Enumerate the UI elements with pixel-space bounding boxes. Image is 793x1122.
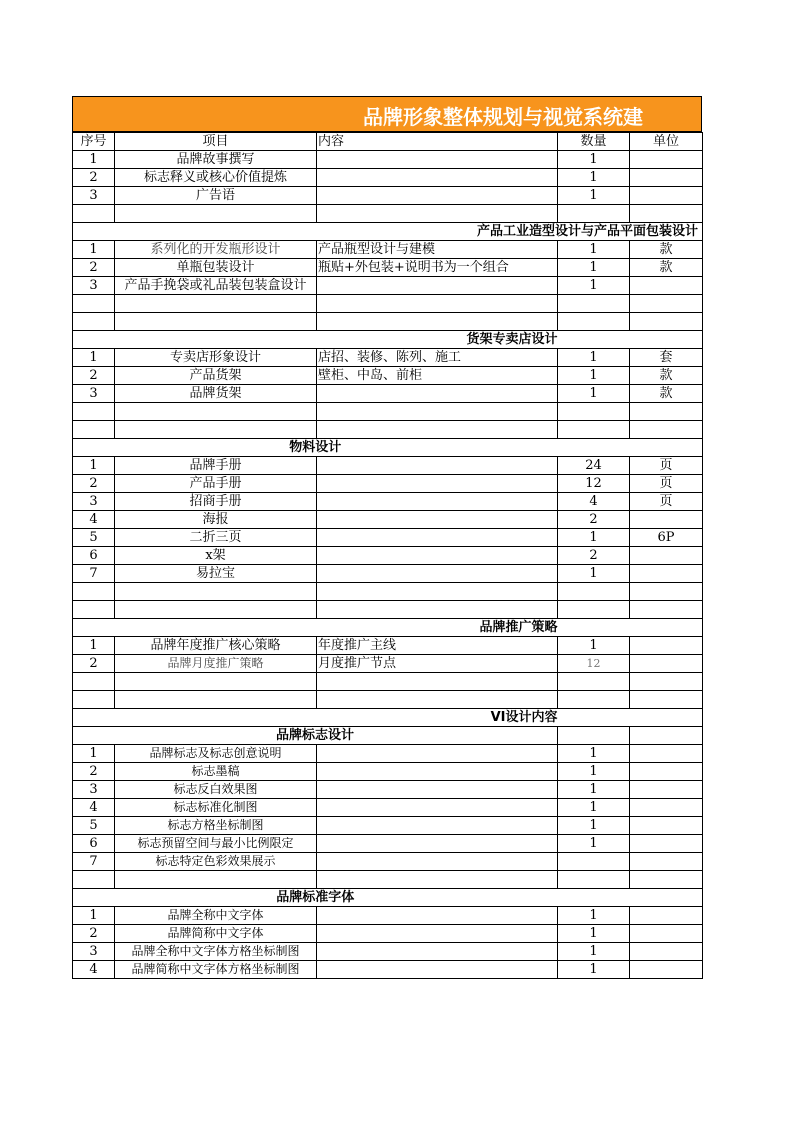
row-number: 7 (73, 565, 115, 583)
table-row (73, 799, 703, 817)
row-item (115, 313, 317, 331)
row-number (73, 601, 115, 619)
row-quantity (558, 601, 630, 619)
row-quantity: 1 (558, 241, 630, 259)
section-title-filler (558, 439, 703, 457)
row-item (115, 691, 317, 709)
row-unit (630, 403, 703, 421)
row-item: 品牌全称中文字体方格坐标制图 (115, 943, 317, 961)
row-item: 品牌简称中文字体 (115, 925, 317, 943)
row-content (317, 763, 558, 781)
table-row (73, 205, 703, 223)
row-quantity: 1 (558, 637, 630, 655)
row-content (317, 565, 558, 583)
row-unit: 6P (630, 529, 703, 547)
table-row (73, 187, 703, 205)
table-row (73, 763, 703, 781)
table-row (73, 547, 703, 565)
table-row (73, 583, 703, 601)
row-number: 1 (73, 907, 115, 925)
row-number: 2 (73, 367, 115, 385)
row-content (317, 205, 558, 223)
row-quantity: 1 (558, 529, 630, 547)
row-number (73, 691, 115, 709)
table-row (73, 655, 703, 673)
row-unit (630, 187, 703, 205)
row-unit (630, 961, 703, 979)
row-unit (630, 817, 703, 835)
row-item: 品牌年度推广核心策略 (115, 637, 317, 655)
row-content (317, 583, 558, 601)
section-subtitle: 品牌标志设计 (73, 727, 558, 745)
row-item (115, 583, 317, 601)
row-content (317, 673, 558, 691)
table-row (73, 475, 703, 493)
section-title-filler (558, 619, 703, 637)
row-unit (630, 565, 703, 583)
table-row (73, 169, 703, 187)
table-row (73, 493, 703, 511)
row-quantity: 1 (558, 835, 630, 853)
row-content (317, 907, 558, 925)
row-number: 1 (73, 349, 115, 367)
section-title-filler (558, 889, 703, 907)
row-quantity: 1 (558, 367, 630, 385)
table-row (73, 601, 703, 619)
row-item: 易拉宝 (115, 565, 317, 583)
row-item (115, 601, 317, 619)
row-unit (630, 511, 703, 529)
row-quantity (558, 583, 630, 601)
row-number (73, 673, 115, 691)
table-row (73, 151, 703, 169)
row-unit: 款 (630, 259, 703, 277)
row-number: 5 (73, 529, 115, 547)
row-quantity: 1 (558, 763, 630, 781)
row-number: 7 (73, 853, 115, 871)
row-quantity: 2 (558, 511, 630, 529)
row-quantity: 1 (558, 385, 630, 403)
row-item (115, 871, 317, 889)
row-number (73, 313, 115, 331)
row-item: 品牌标志及标志创意说明 (115, 745, 317, 763)
row-item (115, 205, 317, 223)
row-quantity (558, 205, 630, 223)
row-quantity: 1 (558, 817, 630, 835)
row-content (317, 961, 558, 979)
row-quantity (558, 403, 630, 421)
row-number: 2 (73, 655, 115, 673)
row-unit (630, 421, 703, 439)
row-item: 标志释义或核心价值提炼 (115, 169, 317, 187)
row-content (317, 799, 558, 817)
table-row (73, 385, 703, 403)
row-number: 5 (73, 817, 115, 835)
row-quantity: 24 (558, 457, 630, 475)
row-quantity: 2 (558, 547, 630, 565)
row-number: 2 (73, 925, 115, 943)
header-unit: 单位 (630, 133, 703, 151)
section-title-row (73, 331, 703, 349)
row-content (317, 925, 558, 943)
row-content: 年度推广主线 (317, 637, 558, 655)
row-item: 标志预留空间与最小比例限定 (115, 835, 317, 853)
row-content (317, 871, 558, 889)
row-unit (630, 835, 703, 853)
row-number: 2 (73, 763, 115, 781)
row-item: 产品手挽袋或礼品装包装盒设计 (115, 277, 317, 295)
section-title-filler (558, 331, 703, 349)
row-unit (630, 763, 703, 781)
table-row (73, 259, 703, 277)
row-unit (630, 547, 703, 565)
row-quantity: 1 (558, 187, 630, 205)
row-quantity: 4 (558, 493, 630, 511)
row-content (317, 691, 558, 709)
table-row (73, 853, 703, 871)
row-item: 品牌全称中文字体 (115, 907, 317, 925)
row-number: 3 (73, 493, 115, 511)
header-qty: 数量 (558, 133, 630, 151)
row-item: 品牌故事撰写 (115, 151, 317, 169)
row-unit (630, 583, 703, 601)
row-content (317, 385, 558, 403)
row-content (317, 511, 558, 529)
row-number (73, 403, 115, 421)
table-row (73, 457, 703, 475)
table-row (73, 817, 703, 835)
row-quantity: 1 (558, 943, 630, 961)
row-quantity (558, 313, 630, 331)
row-item (115, 295, 317, 313)
section-title: VI设计内容 (73, 709, 558, 727)
table-row (73, 691, 703, 709)
row-content (317, 493, 558, 511)
row-item: 品牌月度推广策略 (115, 655, 317, 673)
row-number: 1 (73, 637, 115, 655)
table-row (73, 781, 703, 799)
row-number (73, 583, 115, 601)
row-number: 2 (73, 475, 115, 493)
row-quantity: 1 (558, 277, 630, 295)
row-unit (630, 745, 703, 763)
row-content: 瓶贴+外包装+说明书为一个组合 (317, 259, 558, 277)
section-title: 品牌标准字体 (73, 889, 558, 907)
row-unit: 款 (630, 367, 703, 385)
row-number: 1 (73, 241, 115, 259)
table-row (73, 907, 703, 925)
row-unit (630, 313, 703, 331)
table-row (73, 313, 703, 331)
row-content (317, 817, 558, 835)
row-number (73, 871, 115, 889)
row-unit: 页 (630, 457, 703, 475)
quote-table (72, 132, 703, 979)
row-item (115, 673, 317, 691)
section-title: 品牌推广策略 (73, 619, 558, 637)
header-content: 内容 (317, 133, 558, 151)
row-item (115, 403, 317, 421)
row-content (317, 601, 558, 619)
row-unit (630, 871, 703, 889)
row-content (317, 835, 558, 853)
row-unit: 页 (630, 493, 703, 511)
row-number: 1 (73, 745, 115, 763)
table-row (73, 421, 703, 439)
table-row (73, 367, 703, 385)
table-row (73, 871, 703, 889)
row-content: 月度推广节点 (317, 655, 558, 673)
row-item: 广告语 (115, 187, 317, 205)
row-item: 品牌手册 (115, 457, 317, 475)
header-row (73, 133, 703, 151)
row-item: 系列化的开发瓶形设计 (115, 241, 317, 259)
row-number: 4 (73, 799, 115, 817)
section-title-row (73, 709, 703, 727)
row-content (317, 547, 558, 565)
row-content (317, 745, 558, 763)
row-quantity (558, 853, 630, 871)
table-row (73, 403, 703, 421)
empty-cell (630, 727, 703, 745)
row-unit (630, 151, 703, 169)
row-content (317, 529, 558, 547)
row-unit (630, 781, 703, 799)
row-unit: 套 (630, 349, 703, 367)
row-unit (630, 277, 703, 295)
row-unit (630, 853, 703, 871)
row-item: x架 (115, 547, 317, 565)
row-content (317, 313, 558, 331)
row-unit (630, 169, 703, 187)
row-number (73, 295, 115, 313)
row-content (317, 781, 558, 799)
table-row (73, 511, 703, 529)
row-quantity (558, 691, 630, 709)
row-unit (630, 205, 703, 223)
section-title-row (73, 889, 703, 907)
section-title-filler (558, 709, 703, 727)
row-number: 6 (73, 835, 115, 853)
page-title: 品牌形象整体规划与视觉系统建 (363, 105, 643, 129)
section-title: 货架专卖店设计 (73, 331, 558, 349)
row-content (317, 475, 558, 493)
row-quantity: 1 (558, 349, 630, 367)
row-number (73, 421, 115, 439)
section-subtitle-row (73, 727, 703, 745)
row-quantity: 1 (558, 151, 630, 169)
row-unit (630, 655, 703, 673)
table-row (73, 349, 703, 367)
row-number: 1 (73, 151, 115, 169)
row-quantity: 12 (558, 475, 630, 493)
row-quantity (558, 421, 630, 439)
row-content (317, 277, 558, 295)
table-row (73, 673, 703, 691)
row-item: 产品手册 (115, 475, 317, 493)
section-title-row (73, 223, 703, 241)
table-row (73, 961, 703, 979)
row-number: 4 (73, 961, 115, 979)
row-number: 3 (73, 781, 115, 799)
row-content: 店招、装修、陈列、施工 (317, 349, 558, 367)
row-quantity: 1 (558, 907, 630, 925)
row-content (317, 151, 558, 169)
row-number (73, 205, 115, 223)
empty-cell (558, 727, 630, 745)
row-number: 3 (73, 277, 115, 295)
row-quantity: 1 (558, 565, 630, 583)
row-number: 2 (73, 169, 115, 187)
row-unit (630, 673, 703, 691)
table-row (73, 835, 703, 853)
row-unit (630, 601, 703, 619)
table-row (73, 241, 703, 259)
row-content: 产品瓶型设计与建模 (317, 241, 558, 259)
row-quantity: 1 (558, 781, 630, 799)
row-quantity: 1 (558, 745, 630, 763)
row-number: 3 (73, 187, 115, 205)
row-content (317, 853, 558, 871)
row-content (317, 169, 558, 187)
row-unit (630, 925, 703, 943)
table-row (73, 637, 703, 655)
row-content: 壁柜、中岛、前柜 (317, 367, 558, 385)
table-row (73, 565, 703, 583)
row-unit (630, 691, 703, 709)
row-quantity: 1 (558, 925, 630, 943)
row-item: 标志标准化制图 (115, 799, 317, 817)
row-content (317, 403, 558, 421)
table-row (73, 529, 703, 547)
row-quantity (558, 673, 630, 691)
row-content (317, 943, 558, 961)
row-content (317, 187, 558, 205)
row-item: 招商手册 (115, 493, 317, 511)
row-item (115, 421, 317, 439)
row-unit (630, 295, 703, 313)
section-title-row (73, 439, 703, 457)
row-item: 海报 (115, 511, 317, 529)
section-title: 物料设计 (73, 439, 558, 457)
row-quantity (558, 295, 630, 313)
row-unit (630, 943, 703, 961)
row-content (317, 457, 558, 475)
row-number: 3 (73, 943, 115, 961)
row-item: 标志墨稿 (115, 763, 317, 781)
title-bar (72, 96, 702, 132)
row-item: 产品货架 (115, 367, 317, 385)
section-title-row (73, 619, 703, 637)
table-row (73, 925, 703, 943)
spreadsheet (72, 96, 702, 979)
row-number: 4 (73, 511, 115, 529)
table-body (73, 133, 703, 979)
row-quantity: 1 (558, 169, 630, 187)
row-unit (630, 907, 703, 925)
row-item: 品牌简称中文字体方格坐标制图 (115, 961, 317, 979)
row-item: 标志方格坐标制图 (115, 817, 317, 835)
row-item: 品牌货架 (115, 385, 317, 403)
row-item: 专卖店形象设计 (115, 349, 317, 367)
row-quantity: 1 (558, 961, 630, 979)
row-unit (630, 637, 703, 655)
row-number: 1 (73, 457, 115, 475)
header-item: 项目 (115, 133, 317, 151)
row-item: 标志特定色彩效果展示 (115, 853, 317, 871)
table-row (73, 745, 703, 763)
row-quantity: 1 (558, 259, 630, 277)
row-unit (630, 799, 703, 817)
table-row (73, 295, 703, 313)
table-row (73, 277, 703, 295)
table-row (73, 943, 703, 961)
row-item: 二折三页 (115, 529, 317, 547)
row-unit: 页 (630, 475, 703, 493)
row-unit: 款 (630, 241, 703, 259)
row-quantity: 1 (558, 799, 630, 817)
row-quantity: 12 (558, 655, 630, 673)
row-number: 6 (73, 547, 115, 565)
row-item: 标志反白效果图 (115, 781, 317, 799)
row-content (317, 295, 558, 313)
row-number: 2 (73, 259, 115, 277)
row-quantity (558, 871, 630, 889)
row-item: 单瓶包装设计 (115, 259, 317, 277)
row-content (317, 421, 558, 439)
row-unit: 款 (630, 385, 703, 403)
section-title: 产品工业造型设计与产品平面包装设计 (73, 223, 703, 241)
row-number: 3 (73, 385, 115, 403)
header-no: 序号 (73, 133, 115, 151)
